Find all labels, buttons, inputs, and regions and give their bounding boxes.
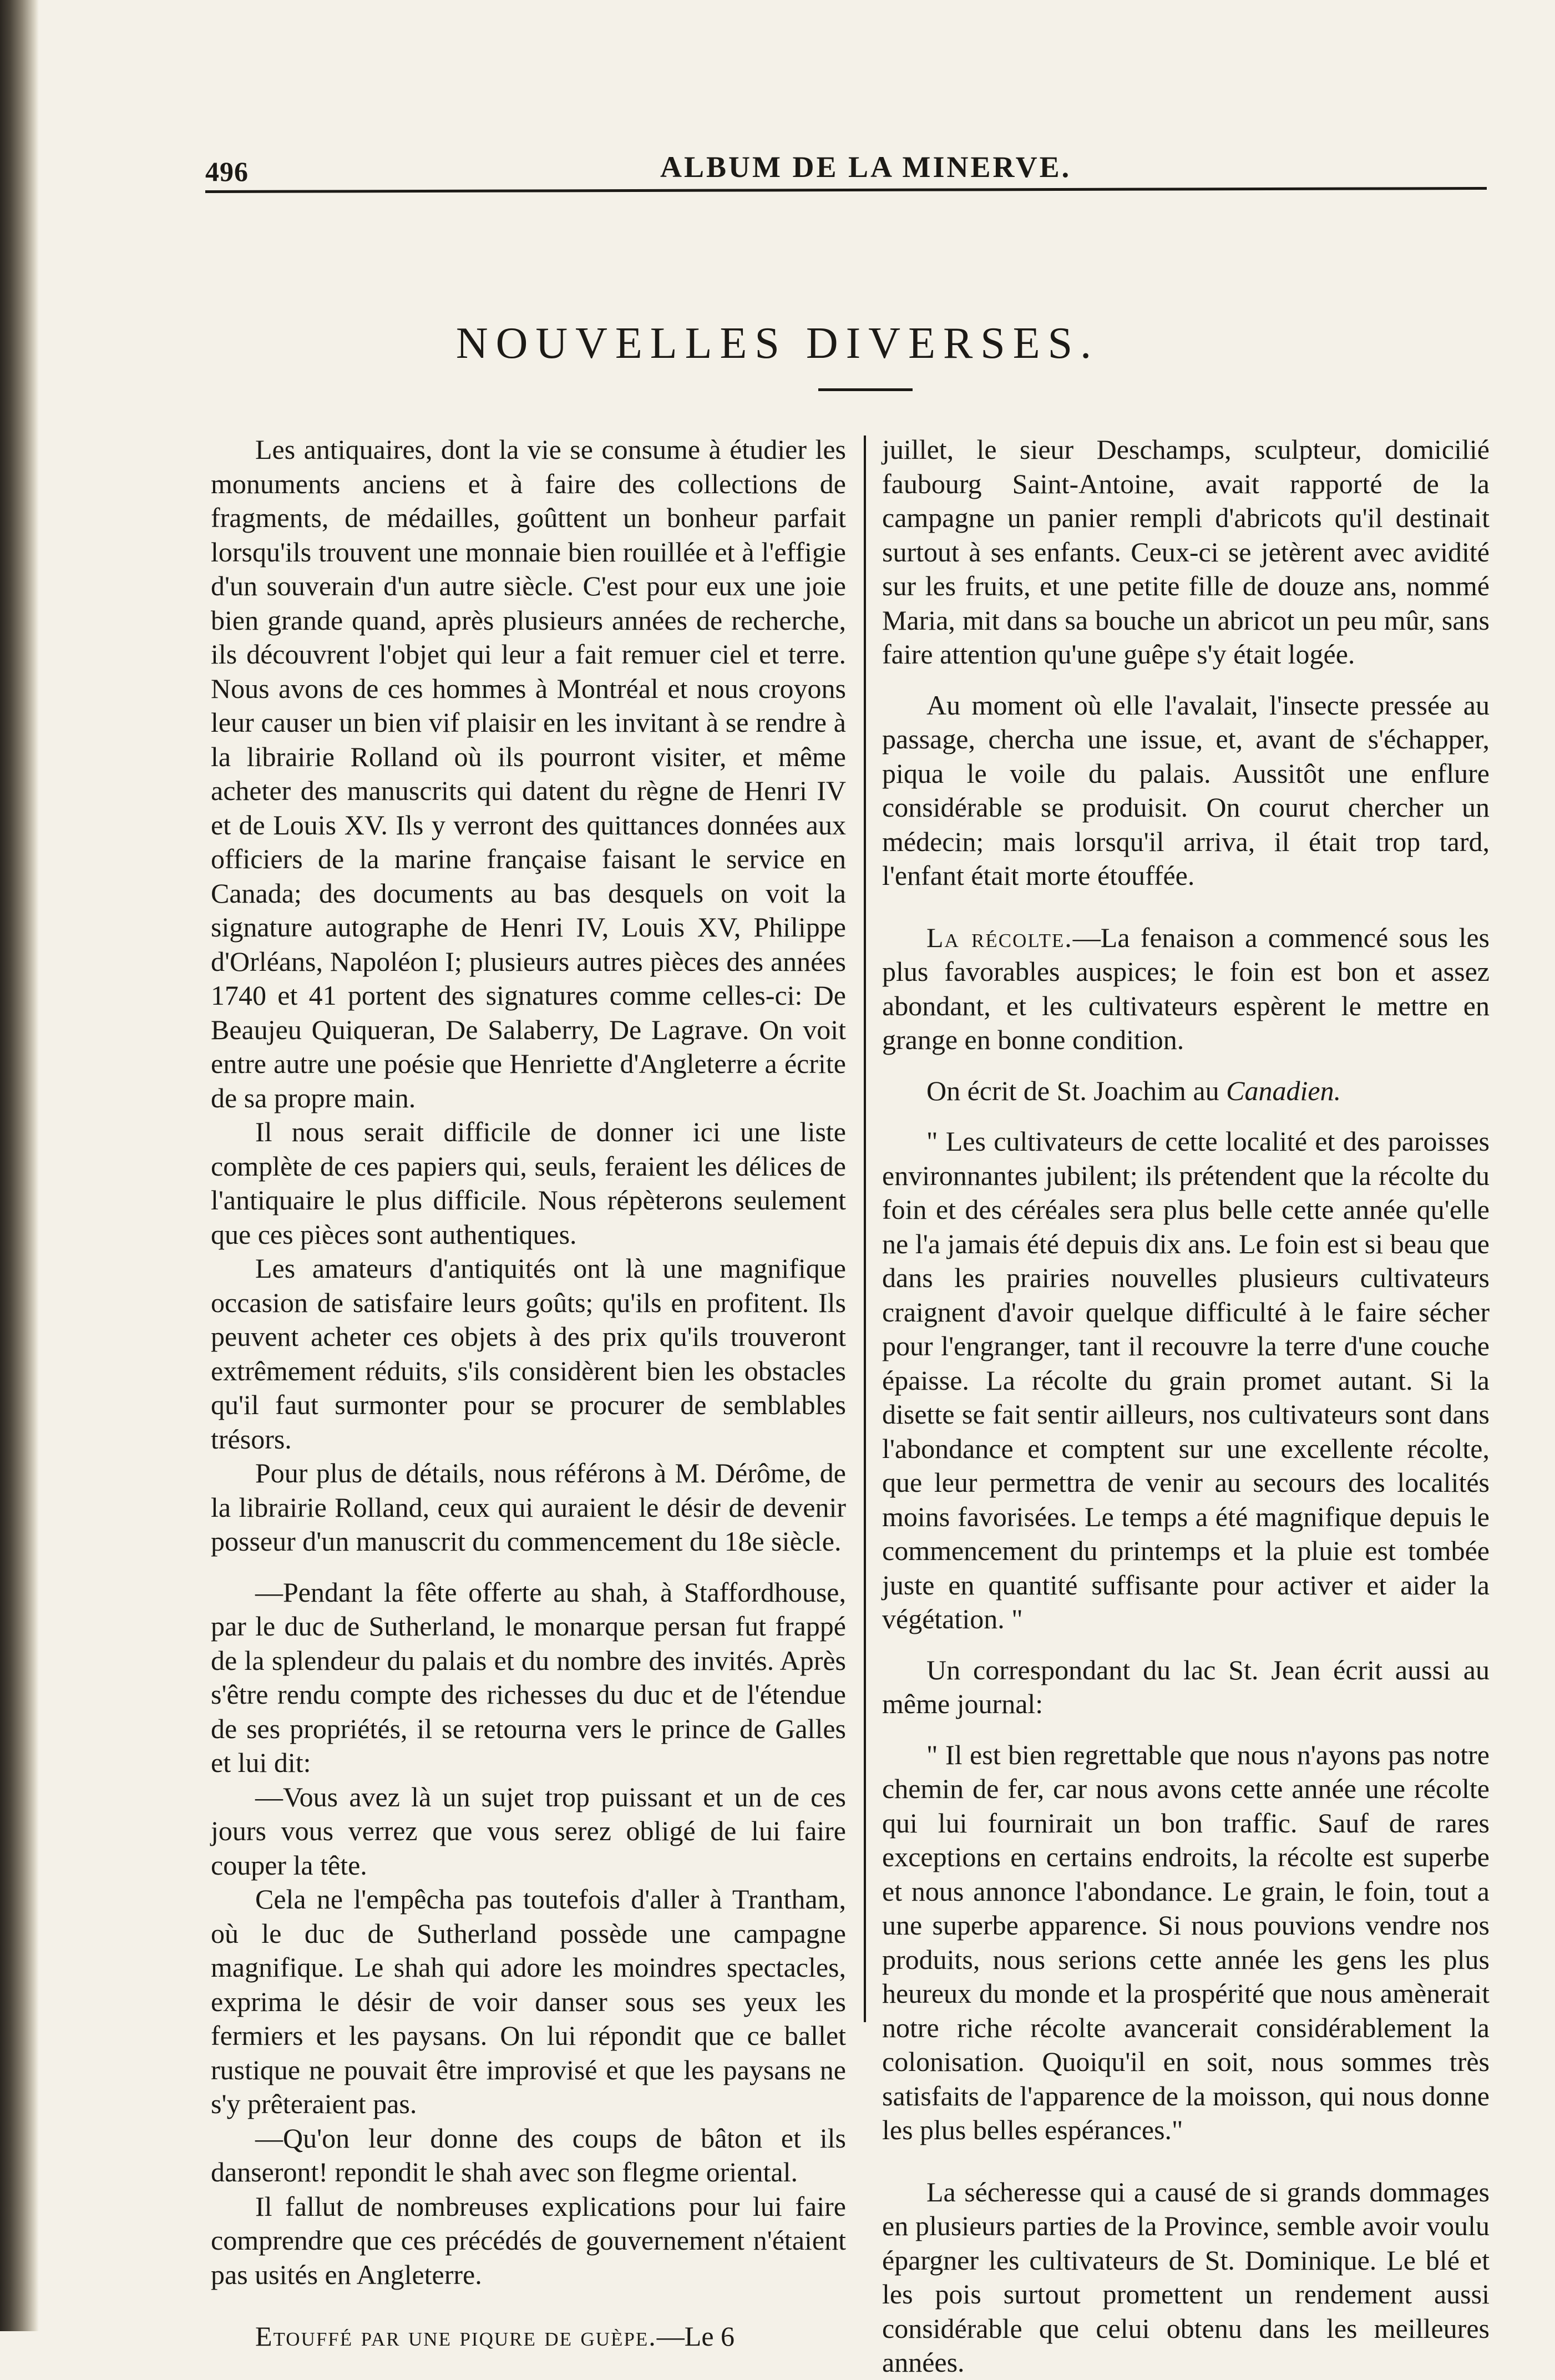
title-rule [818,388,913,391]
paragraph-chemin-de-fer: " Il est bien regrettable que nous n'ayons pas notre chemin de fer, car nous avons cette année une récolte qui lui fournirait un bon traffic. Sauf de rares exceptions en certains endroits, la récolte est superbe et nous annonce l'abondance. Le grain, le foin, tout a une superbe apparence. Si nous pouvions vendre nos produits, nous serions cette année les gens les plus heureux du monde et la prospérité que nous amènerait notre riche récolte avancerait considérablement la colonisation. Quoiqu'il en soit, nous sommes très satisfaits de l'apparence de la moisson, qui nous donne les plus belles espérances." [882,1739,1490,2145]
paragraph-amateurs: Les amateurs d'antiquités ont là une magnifique occasion de satisfaire leurs goûts; qu'ils en profitent. Ils peuvent acheter ces objets à des prix qu'ils trouveront extrêmement réduits, s'ils considèrent bien les obstacles qu'il faut surmonter pour se procurer de semblables trésors. [211,1253,846,1455]
paragraph-correspondant: Un correspondant du lac St. Jean écrit aussi au même journal: [882,1654,1490,1719]
section-title: NOUVELLES DIVERSES. [455,318,1100,368]
column-divider [864,436,866,2022]
paragraph-explications: Il fallut de nombreuses explications pour lui faire comprendre que ces précédés de gouvernement n'étaient pas usités en Angleterre. [211,2190,846,2290]
paragraph-liste: Il nous serait difficile de donner ici une liste complète de ces papiers qui, seuls, feraient les délices de l'antiquaire le plus difficile. Nous répèterons seulement que ces pièces sont authentiques. [211,1116,846,1250]
right-column [882,433,1490,2380]
paragraph-antiquaires: Les antiquaires, dont la vie se consume à étudier les monuments anciens et à faire des collections de fragments, de médailles, goûttent un bonheur parfait lorsqu'ils trouvent une monnaie bien rouillée et à l'effigie d'un souverain d'un autre siècle. C'est pour eux une joie bien grande quand, après plusieurs années de recherche, ils découvrent l'objet qui leur a fait remuer ciel et terre. Nous avons de ces hommes à Montréal et nous croyons leur causer un bien vif plaisir en les invitant à se rendre à la librairie Rolland où ils pourront visiter, et même acheter des manuscrits qui datent du règne de Henri IV et de Louis XV. Ils y verront des quittances données aux officiers de la marine française faisant le service en Canada; des documents au bas desquels on voit la signature autographe de Henri IV, Louis XV, Philippe d'Orléans, Napoléon I; plusieurs autres pièces des années 1740 et 41 portent des signatures comme celles-ci: De Beaujeu Quiqueran, De Salaberry, De Lagrave. On voit entre autre une poésie que Henriette d'Angleterre a écrite de sa propre main. [211,434,846,1113]
heading-etouffe: Etouffé par une piqure de guèpe. [255,2321,657,2352]
text-etouffe: —Le 6 [656,2321,735,2352]
paragraph-recolte [882,921,1490,1057]
canadien-title: Canadien. [1226,1075,1341,1106]
heading-recolte: La récolte. [926,921,1073,953]
paragraph-st-joachim [882,1074,1490,1108]
text-recolte: —La fenaison a commencé sous les plus favorables auspices; le foin est bon et assez abondant, et les cultivateurs espèrent le mettre en grange en bonne condition. [882,921,1490,1055]
paragraph-details: Pour plus de détails, nous référons à M. Dérôme, de la librairie Rolland, ceux qui auraient le désir de devenir posseur d'un manuscrit du commencement du 18e siècle. [211,1457,846,1557]
paragraph-baton: —Qu'on leur donne des coups de bâton et ils danseront! repondit le shah avec son flegme oriental. [211,2122,846,2187]
paragraph-etouffe [211,2320,846,2354]
text-st-joachim: On écrit de St. Joachim au [926,1075,1227,1106]
page-number: 496 [205,156,249,187]
paragraph-shah-reply: —Vous avez là un sujet trop puissant et un de ces jours vous verrez que vous serez obligé de lui faire couper la tête. [211,1781,846,1881]
running-head: ALBUM DE LA MINERVE. [660,150,1072,184]
paragraph-trantham: Cela ne l'empêcha pas toutefois d'aller à Trantham, où le duc de Sutherland possède une campagne magnifique. Le shah qui adore les moindres spectacles, exprima le désir de voir danser sous ses yeux les fermiers et les paysans. On lui répondit que ce ballet rustique ne pouvait être improvisé et que les paysans ne s'y prêteraient pas. [211,1883,846,2119]
left-column [211,433,846,2354]
paragraph-avalait: Au moment où elle l'avalait, l'insecte pressée au passage, chercha une issue, et, avant de s'échapper, piqua le voile du palais. Aussitôt une enflure considérable se produisit. On courut chercher un médecin; mais lorsqu'il arriva, il était trop tard, l'enfant était morte étouffée. [882,689,1490,891]
paragraph-cultivateurs: " Les cultivateurs de cette localité et des paroisses environnantes jubilent; ils prétendent que la récolte du foin et des céréales sera plus belle cette année qu'elle ne l'a jamais été depuis dix ans. Le foin est si beau que dans les prairies nouvelles plusieurs cultivateurs craignent d'avoir quelque difficulté à le faire sécher pour l'engranger, tant il recouvre la terre d'une couche épaisse. La récolte du grain promet autant. Si la disette se fait sentir ailleurs, nos cultivateurs sont dans l'abondance et comptent sur une excellente récolte, que leur permettra de venir au secours des localités moins favorisées. Le temps a été magnifique depuis le commencement du printemps et la pluie est tombée juste en quantité suffisante pour activer et aider la végétation. " [882,1126,1490,1634]
paragraph-shah-fete: —Pendant la fête offerte au shah, à Staffordhouse, par le duc de Sutherland, le monarque persan fut frappé de la splendeur du palais et du nombre des invités. Après s'être rendu compte des richesses du duc et de l'étendue de ses propriétés, il se retourna vers le prince de Galles et lui dit: [211,1576,846,1778]
paragraph-secheresse: La sécheresse qui a causé de si grands dommages en plusieurs parties de la Province, semble avoir voulu épargner les cultivateurs de St. Dominique. Le blé et les pois surtout promettent un rendement aussi considérable que celui obtenu dans les meilleures années. [882,2176,1490,2378]
paragraph-deschamps: juillet, le sieur Deschamps, sculpteur, domicilié faubourg Saint-Antoine, avait rapporté de la campagne un panier rempli d'abricots qu'il destinait surtout à ses enfants. Ceux-ci se jetèrent avec avidité sur les fruits, et une petite fille de douze ans, nommé Maria, mit dans sa bouche un abricot un peu mûr, sans faire attention qu'une guêpe s'y était logée. [882,434,1490,670]
